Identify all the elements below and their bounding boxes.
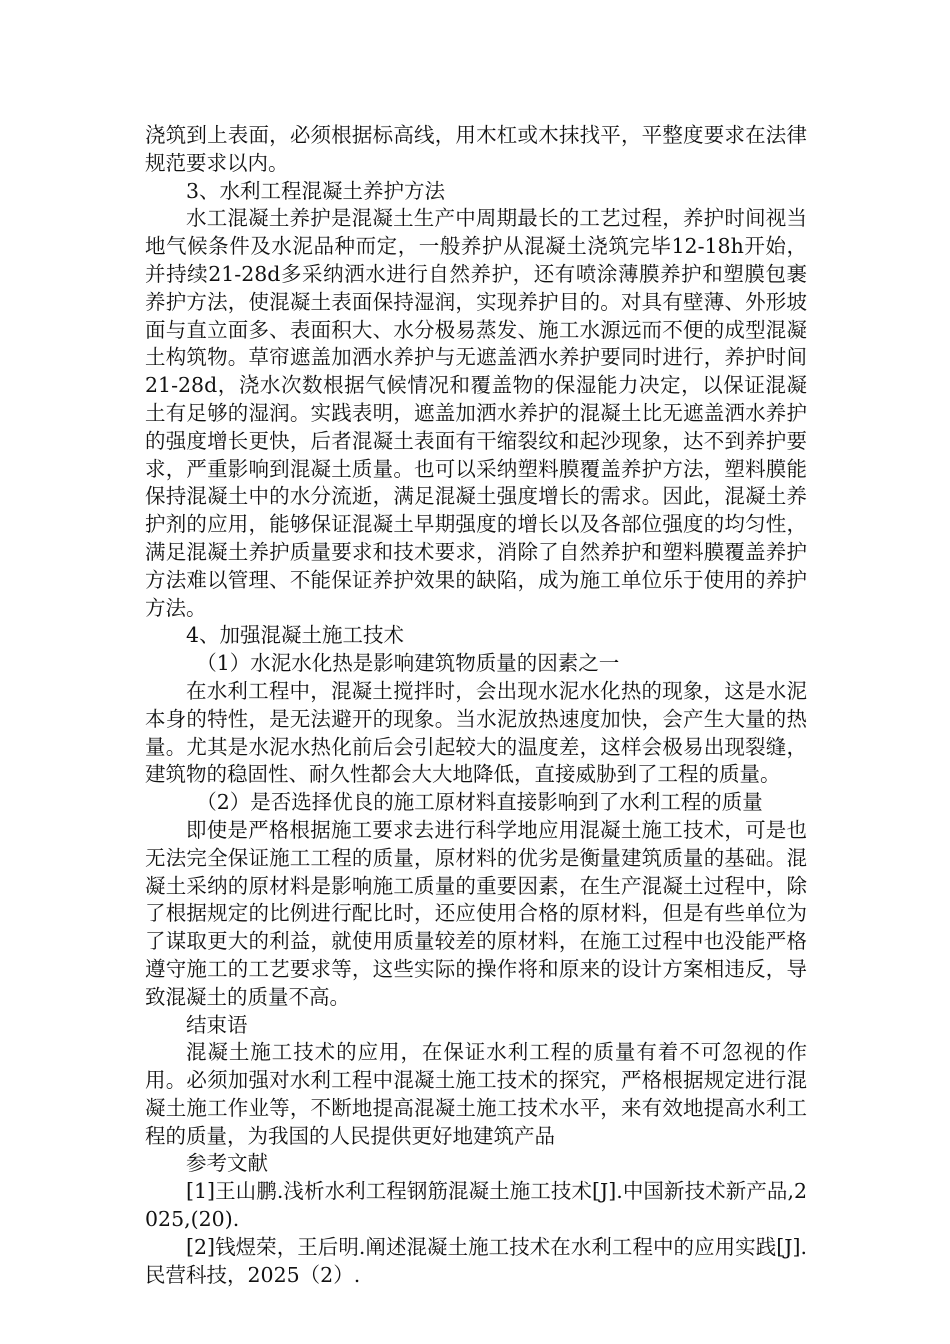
paragraph-raw-materials: 即使是严格根据施工要求去进行科学地应用混凝土施工技术，可是也无法完全保证施工工程的质量，原材料的优劣是衡量建筑质量的基础。混凝土采纳的原材料是影响施工质量的重要因素，在生产混凝土过程中，除了根据规定的比例进行配比时，还应使用合格的原材料，但是有些单位为了谋取更大的利益，就使用质量较差的原材料，在施工过程中也没能严格遵守施工的工艺要求等，这些实际的操作将和原来的设计方案相违反，导致混凝土的质量不高。 [145,817,807,1009]
reference-item-1: [1]王山鹏.浅析水利工程钢筋混凝土施工技术[J].中国新技术新产品,2025,(20). [145,1179,807,1232]
paragraph-conclusion: 混凝土施工技术的应用，在保证水利工程的质量有着不可忽视的作用。必须加强对水利工程中混凝土施工技术的探究，严格根据规定进行混凝土施工作业等，不断地提高混凝土施工技术水平，来有效地提高水利工程的质量，为我国的人民提供更好地建筑产品 [145,1040,807,1148]
paragraph-continuation: 浇筑到上表面，必须根据标高线，用木杠或木抹找平，平整度要求在法律规范要求以内。 [145,123,807,175]
section-heading-references: 参考文献 [186,1151,268,1176]
section-heading-conclusion: 结束语 [186,1012,248,1037]
document-body [145,122,807,1289]
paragraph-hydration-heat: 在水利工程中，混凝土搅拌时，会出现水泥水化热的现象，这是水泥本身的特性，是无法避开的现象。当水泥放热速度加快，会产生大量的热量。尤其是水泥水热化前后会引起较大的温度差，这样会极易出现裂缝，建筑物的稳固性、耐久性都会大大地降低，直接威胁到了工程的质量。 [145,678,807,787]
section-heading-strengthen-technology: 4、加强混凝土施工技术 [186,623,405,648]
paragraph-curing-methods: 水工混凝土养护是混凝土生产中周期最长的工艺过程，养护时间视当地气候条件及水泥品种而定，一般养护从混凝土浇筑完毕12-18h开始，并持续21-28d多采纳洒水进行自然养护，还有喷涂薄膜养护和塑膜包裹养护方法，使混凝土表面保持湿润，实现养护目的。对具有壁薄、外形坡面与直立面多、表面积大、水分极易蒸发、施工水源远而不便的成型混凝土构筑物。草帘遮盖加洒水养护与无遮盖洒水养护要同时进行，养护时间21-28d，浇水次数根据气候情况和覆盖物的保湿能力决定，以保证混凝土有足够的湿润。实践表明，遮盖加洒水养护的混凝土比无遮盖洒水养护的强度增长更快，后者混凝土表面有干缩裂纹和起沙现象，达不到养护要求，严重影响到混凝土质量。也可以采纳塑料膜覆盖养护方法，塑料膜能保持混凝土中的水分流逝，满足混凝土强度增长的需求。因此，混凝土养护剂的应用，能够保证混凝土早期强度的增长以及各部位强度的均匀性，满足混凝土养护质量要求和技术要求，消除了自然养护和塑料膜覆盖养护方法难以管理、不能保证养护效果的缺陷，成为施工单位乐于使用的养护方法。 [145,206,807,620]
reference-item-2: [2]钱煜荣，王后明.阐述混凝土施工技术在水利工程中的应用实践[J].民营科技，2025（2）. [145,1234,807,1287]
subheading-raw-materials: （2）是否选择优良的施工原材料直接影响到了水利工程的质量 [196,790,763,815]
section-heading-curing-methods: 3、水利工程混凝土养护方法 [186,178,446,203]
subheading-hydration-heat: （1）水泥水化热是影响建筑物质量的因素之一 [196,651,620,676]
